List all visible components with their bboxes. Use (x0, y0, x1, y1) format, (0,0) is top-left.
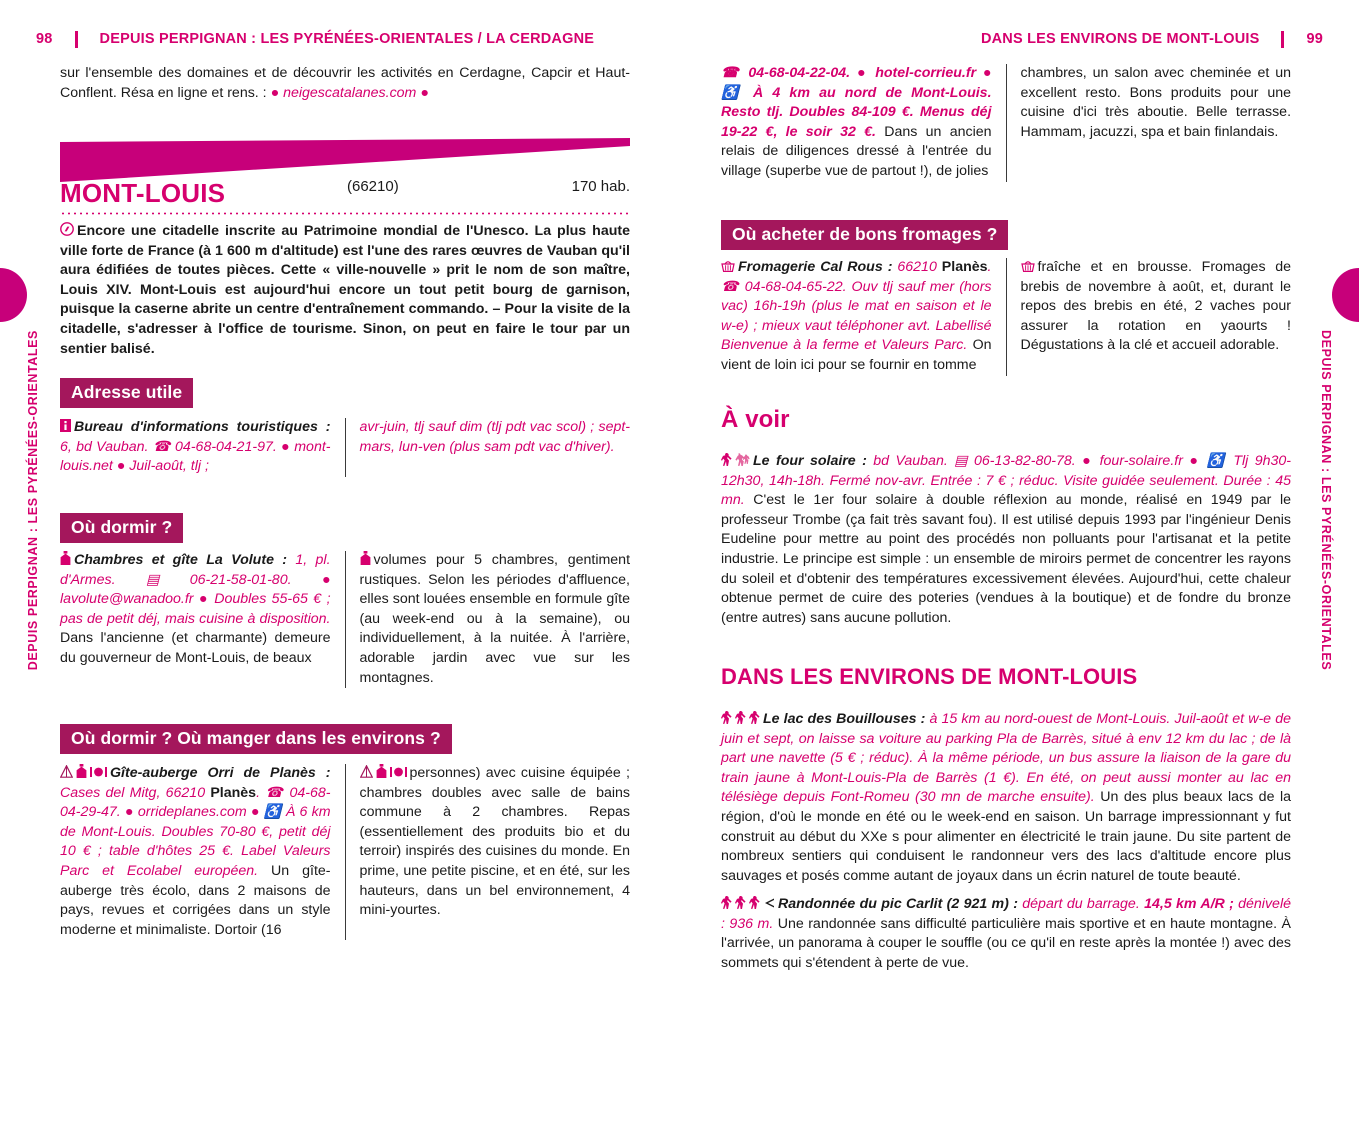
adresse-utile-col-left (60, 418, 331, 477)
orri-de-planes-place: Planès (210, 784, 257, 801)
four-solaire-entry (721, 452, 1291, 628)
cal-rous-detail2: . ☎ 04-68-04-65-22. Ouv tlj sauf mer (hors vac) 16h-19h (plus le mat en saison et le w-e) ; mieux vaut téléphoner avt. Labellisé Bienvenue à la ferme et Valeurs Parc. (721, 259, 992, 354)
office-tourisme-hours: avr-juin, tlj sauf dim (tlj pdt vac scol) ; sept-mars, lun-ven (plus sam pdt vac d'hiver). (359, 419, 631, 455)
corrieu-body: Dans un ancien relais de diligences dressé à l'entrée du village (superbe vue de partout !), de jolies (721, 123, 992, 179)
environs-columns (60, 764, 630, 940)
pic-carlit-elevation: dénivelé : 936 m. (721, 896, 1291, 932)
town-dotted-rule (60, 212, 630, 215)
pic-carlit-detail: départ du barrage. (1017, 896, 1145, 912)
town-population: 170 hab. (571, 178, 630, 195)
bullet-icon: ● (270, 84, 284, 101)
corrieu-col-right-filler (1021, 64, 1292, 142)
ou-dormir-col-left (60, 551, 331, 688)
runhead-divider (75, 31, 78, 48)
section-heading-ou-dormir: Où dormir ? (60, 513, 183, 543)
runhead-divider (1281, 31, 1284, 48)
star-icon (721, 896, 732, 909)
basket-icon (721, 260, 735, 272)
carryover-link[interactable]: neigescatalanes.com (283, 84, 417, 101)
hotel-icon (76, 764, 87, 778)
environs-col-left (60, 764, 331, 940)
hotel-icon (360, 551, 371, 565)
town-name: MONT-LOUIS (60, 178, 226, 208)
column-divider (345, 764, 346, 940)
orri-de-planes-detail2: . ☎ 04-68-04-29-47. ● orrideplanes.com ● ♿ À 6 km de Mont-Louis. Doubles 70-80 €, petit déj 10 € ; table d'hôtes 25 €. Label Valeurs Parc et Ecolabel européen. (60, 784, 331, 879)
compass-icon (60, 222, 74, 236)
carryover-lead: sur l'ensemble des domaines et de découvrir les activités en Cerdagne, Capcir et Haut-Conflent. Résa en ligne et rens. : (60, 65, 630, 101)
cal-rous-body: On vient de loin ici pour se fournir en tomme (721, 337, 992, 373)
pic-carlit-entry (721, 895, 1291, 973)
section-heading-environs-mont-louis: DANS LES ENVIRONS DE MONT-LOUIS (721, 664, 1138, 689)
left-running-head-title: DEPUIS PERPIGNAN : LES PYRÉNÉES-ORIENTALES / LA CERDAGNE (99, 31, 595, 47)
hotel-icon (60, 551, 71, 565)
la-volute-continued (360, 551, 631, 688)
section-heading-ou-dormir-environs: Où dormir ? Où manger dans les environs ? (60, 724, 452, 754)
basket-icon (1021, 260, 1035, 272)
environs-col-right-filler (360, 764, 631, 921)
corrieu-continued-columns (721, 64, 1291, 182)
left-side-tab: DEPUIS PERPIGNAN : LES PYRÉNÉES-ORIENTALES (26, 330, 40, 671)
town-intro (60, 222, 630, 359)
fromages-columns (721, 258, 1291, 376)
section-heading-fromages: Où acheter de bons fromages ? (721, 220, 1008, 250)
town-postcode: (66210) (347, 178, 399, 195)
ou-dormir-columns (60, 551, 630, 688)
pic-carlit-entry-wrap (721, 895, 1291, 973)
lac-bouillouses-body: Un des plus beaux lacs de la région, d'où le monde en été ou le week-end en saison. Un barrage impressionnant y fut construit au début du XXe s pour alimenter en électricité le train jaune. Du site partent de nombreux sentiers qui conduisent le randonneur vers des lacs d'altitude encore plus sauvages et posés comme autant de joyaux dans un écrin naturel de toute beauté. (721, 789, 1292, 884)
carryover-paragraph (60, 64, 630, 103)
orri-de-planes-detail: Cases del Mitg, 66210 (60, 784, 211, 801)
restaurant-icon (90, 766, 107, 778)
right-running-head-title: DANS LES ENVIRONS DE MONT-LOUIS (980, 31, 1260, 47)
ou-dormir-col-right (360, 551, 631, 688)
la-volute-body: volumes pour 5 chambres, gentiment rustiques. Selon les périodes d'affluence, elles sont louées ensemble en formule gîte (au week-end ou à la semaine), ou individuellement, à la nuitée. À l'arrière, adorable jardin avec vue sur les montagnes. (359, 552, 631, 686)
office-tourisme-detail: 6, bd Vauban. ☎ 04-68-04-21-97. ● mont-louis.net ● Juil-août, tlj ; (60, 438, 331, 475)
right-side-tab: DEPUIS PERPIGNAN : LES PYRÉNÉES-ORIENTALES (1319, 330, 1333, 671)
cal-rous-place: Planès (941, 259, 988, 275)
orri-de-planes-entry (60, 764, 331, 940)
four-solaire-body: C'est le 1er four solaire à double réflexion au monde, réalisé en 1949 par le professeur Trombe (ça fait très savant fou). Il est utilisé depuis 1993 par l'ingénieur Denis Eudeline pour mettre au point des procédés non polluants pour l'artisanat et la petite industrie. Le principe est simple : un ensemble de miroirs permet de concentrer les rayons du soleil et d'obtenir des températures excessivement élevées. Aujourd'hui, cette chaleur obtenue permet de cuire des poteries (vendues à la boutique) et de fondre du bronze (entre autres) sans aucune pollution. (721, 492, 1291, 626)
hiker-icon (735, 453, 750, 466)
tent-icon (60, 765, 73, 778)
orri-de-planes-name: Gîte-auberge Orri de Planès : (110, 765, 331, 781)
column-divider (1006, 64, 1007, 182)
pic-carlit-body: Une randonnée sans difficulté particulière mais sportive et en haute montagne. À l'arrivée, un panorama à couper le souffle (ou ce qu'il en reste après la montée !) avec des sommets qui s'étendent à perte de vue. (721, 915, 1291, 971)
environs-col-right (360, 764, 631, 940)
corrieu-col-left (721, 64, 992, 182)
fromages-col-left (721, 258, 992, 376)
pic-carlit-name: Randonnée du pic Carlit (2 921 m) : (778, 896, 1018, 912)
adresse-utile-columns (60, 418, 630, 477)
office-tourisme-name: Bureau d'informations touristiques : (74, 419, 331, 435)
column-divider (345, 418, 346, 477)
pic-carlit-distance: 14,5 km A/R ; (1144, 896, 1239, 912)
star-icon (721, 711, 732, 724)
corrieu-detail: ☎ 04-68-04-22-04. ● hotel-corrieu.fr ● ♿ À 4 km au nord de Mont-Louis. Resto tlj. Doubles 84-109 €. Menus déj 19-22 €, le soir 32 €. (721, 65, 992, 140)
la-volute-body: Dans l'ancienne (et charmante) demeure du gouverneur de Mont-Louis, de beaux (60, 630, 331, 666)
star-icon (749, 896, 760, 909)
cal-rous-body: fraîche et en brousse. Fromages de brebis de novembre à août, et, durant le repos des brebis en été, 2 vaches pour assurer la rotation en yaourts ! Dégustations à la clé et accueil adorable. (1020, 259, 1292, 354)
section-heading-adresse-utile: Adresse utile (60, 378, 193, 408)
orri-de-planes-body: Un gîte-auberge très écolo, dans 2 maisons de pays, revues et corrigées dans un style moderne et minimaliste. Dortoir (16 (60, 862, 331, 938)
star-icon (735, 711, 746, 724)
orri-de-planes-body: personnes) avec cuisine équipée ; chambres doubles avec salle de bains commune à 2 chambres. Repas (essentiellement des produits bio et du terroir) inspirés des cuisines du monde. En prime, une petite piscine, et en été, sur les hauteurs, dans un bel environnement, 4 mini-yourtes. (359, 765, 631, 919)
lassus-corrieu-block (353, 764, 630, 784)
lac-bouillouses-name: Le lac des Bouillouses : (763, 711, 926, 727)
four-solaire-entry-wrap (721, 452, 1291, 628)
la-volute-detail: 1, pl. d'Armes. ▤ 06-21-58-01-80. ● lavolute@wanadoo.fr ● Doubles 55-65 € ; pas de petit déj, mais cuisine à disposition. (60, 552, 331, 627)
town-intro-body: Encore une citadelle inscrite au Patrimoine mondial de l'Unesco. La plus haute ville forte de France (à 1 600 m d'altitude) est l'une des rares œuvres de Vauban qu'il aura édifiées de toutes pièces. Cette « ville-nouvelle » prit le nom de son maître, Louis XIV. Mont-Louis est aujourd'hui encore un tout petit bourg de garnison, puisque la caserne abrite un centre d'entraînement commando. – Pour la visite de la citadelle, s'adresser à l'office de tourisme. Sinon, on peut en faire le tour par un sentier balisé. (60, 223, 630, 357)
left-page (0, 0, 679, 1134)
four-solaire-detail: bd Vauban. ▤ 06-13-82-80-78. ● four-solaire.fr ● ♿ Tlj 9h30-12h30, 14h-18h. Fermé nov-avr. Entrée : 7 € ; réduc. Visite guidée seulement. Durée : 45 mn. (721, 453, 1291, 509)
bullet-icon: ● (416, 84, 429, 101)
cal-rous-entry (721, 258, 992, 376)
lac-bouillouses-entry (721, 710, 1291, 886)
star-icon (749, 711, 760, 724)
office-tourisme-entry (60, 418, 331, 477)
right-thumb-index-dot (1332, 268, 1359, 322)
la-volute-entry (60, 551, 331, 669)
section-heading-a-voir: À voir (721, 406, 790, 433)
left-thumb-index-dot (0, 268, 27, 322)
fromages-col-right (1021, 258, 1292, 376)
walk-icon (763, 897, 775, 909)
fromages-col-right-filler (1021, 258, 1292, 356)
left-running-head (36, 28, 594, 50)
lac-bouillouses-detail: à 15 km au nord-ouest de Mont-Louis. Juil-août et w-e de juin et sept, on laisse sa voiture au parking Pla de Barrès, situé à env 12 km du lac ; de là part une navette (5 € ; réduc). À la même période, un bus assure la liaison de la gare du train jaune à Mont-Louis-Pla de Barrès (1 €). En été, on peut aussi monter au lac en télésiège depuis Font-Romeu (30 mn de marche ensuite). (721, 711, 1291, 806)
corrieu-col-right (1021, 64, 1292, 182)
right-running-head (981, 28, 1323, 50)
corrieu-body: chambres, un salon avec cheminée et un excellent resto. Bons produits pour une cuisine d'ici très aboutie. Belle terrasse. Hammam, jacuzzi, spa et bain finlandais. (1020, 65, 1292, 140)
right-folio: 99 (1306, 31, 1323, 47)
left-folio: 98 (36, 31, 53, 47)
town-headline (60, 178, 630, 210)
right-page (680, 0, 1359, 1134)
cal-rous-detail: 66210 (892, 259, 942, 275)
la-volute-name: Chambres et gîte La Volute : (74, 552, 288, 568)
adresse-utile-col-right (360, 418, 631, 477)
carryover-text (60, 64, 630, 103)
lac-bouillouses-entry-wrap (721, 710, 1291, 886)
column-divider (345, 551, 346, 688)
town-intro-text (60, 222, 630, 359)
cal-rous-name: Fromagerie Cal Rous : (738, 259, 893, 275)
column-divider (1006, 258, 1007, 376)
info-icon (60, 419, 71, 432)
four-solaire-name: Le four solaire : (753, 453, 867, 469)
star-icon (721, 453, 732, 466)
star-icon (735, 896, 746, 909)
corrieu-continued-text (721, 64, 992, 182)
